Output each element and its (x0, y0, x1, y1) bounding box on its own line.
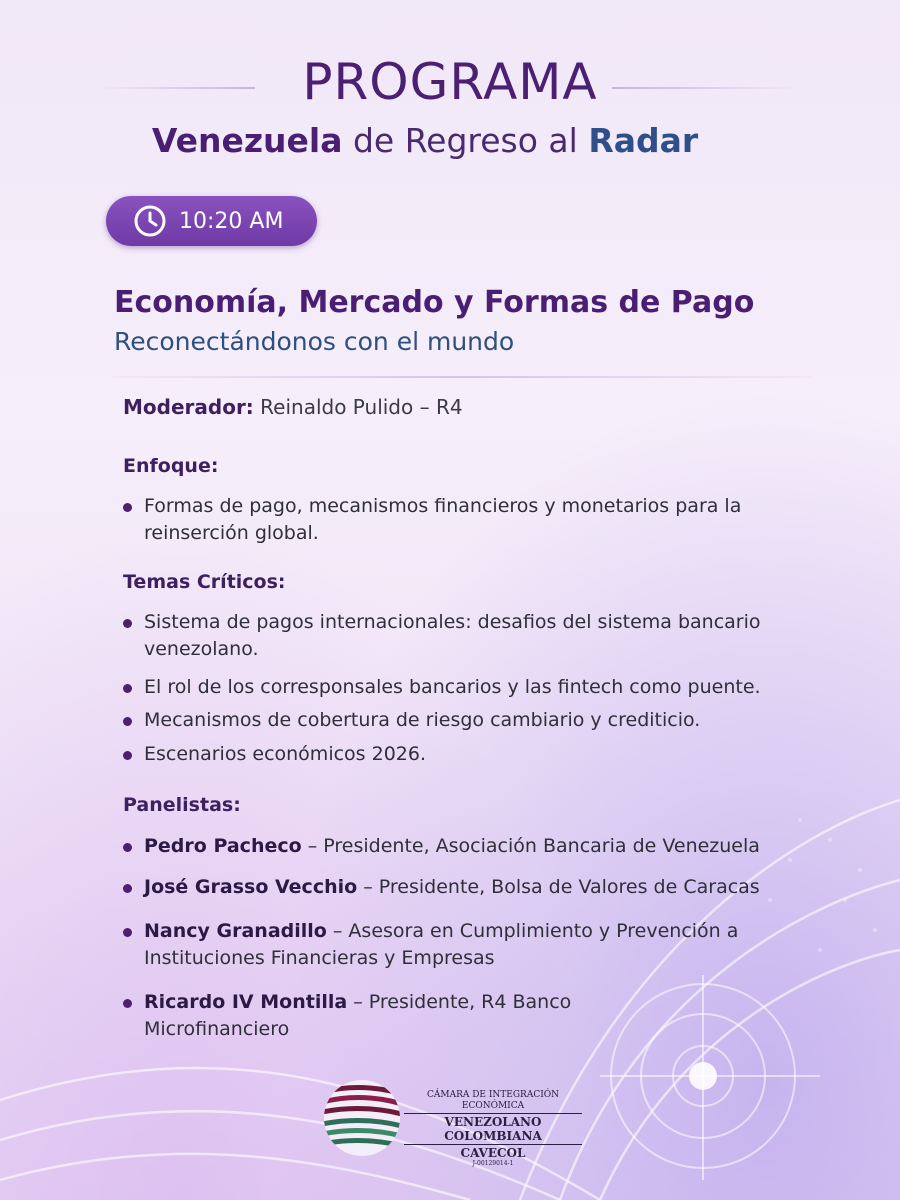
session-title: Economía, Mercado y Formas de Pago (114, 285, 755, 320)
logo-line-1: CÁMARA DE INTEGRACIÓN ECONÓMICA (426, 1090, 560, 1111)
panelist-item (123, 874, 823, 901)
logo-line-4: J-00129014-1 (472, 1160, 514, 1167)
focus-item (123, 493, 803, 547)
panelist-item (123, 989, 643, 1043)
focus-item-text: Formas de pago, mecanismos financieros y monetarios para la reinserción global. (144, 495, 742, 544)
moderator-line (123, 394, 463, 420)
bullet-icon (123, 717, 132, 726)
cavecol-logo (322, 1078, 582, 1167)
focus-heading: Enfoque: (123, 455, 219, 477)
panelist-role: – Presidente, Asociación Bancaria de Venezuela (301, 835, 760, 857)
logo-line-2: VENEZOLANO COLOMBIANA (444, 1115, 542, 1143)
subtitle-middle: de Regreso al (342, 121, 589, 160)
globe-icon (322, 1078, 402, 1158)
panelists-heading: Panelistas: (123, 794, 241, 816)
bullet-icon (123, 843, 132, 852)
critical-topic-item (123, 674, 843, 701)
session-subtitle: Reconectándonos con el mundo (114, 327, 515, 356)
clock-icon (133, 204, 167, 238)
section-divider (112, 376, 812, 378)
panelist-role: – Asesora en Cumplimiento y Prevención a Instituciones Financieras y Empresas (144, 920, 739, 969)
logo-rule (404, 1113, 582, 1114)
bullet-icon (123, 884, 132, 893)
panelist-name: Nancy Granadillo (144, 920, 327, 942)
event-subtitle (0, 120, 850, 162)
critical-topic-item (123, 707, 843, 734)
page-title: PROGRAMA (302, 53, 598, 111)
subtitle-country: Venezuela (151, 121, 343, 160)
session-time: 10:20 AM (179, 208, 284, 234)
bullet-icon (123, 928, 132, 937)
logo-text (404, 1090, 582, 1168)
panelist-name: Ricardo IV Montilla (144, 991, 348, 1013)
bullet-icon (123, 999, 132, 1008)
critical-topic-text: Escenarios económicos 2026. (144, 743, 426, 765)
moderator-name: Reinaldo Pulido – R4 (253, 395, 463, 419)
logo-line-3: CAVECOL (460, 1146, 526, 1160)
bullet-icon (123, 684, 132, 693)
time-badge (106, 196, 317, 246)
panelist-role: – Presidente, Bolsa de Valores de Caracas (357, 876, 760, 898)
bullet-icon (123, 751, 132, 760)
bullet-icon (123, 503, 132, 512)
subtitle-radar: Radar (588, 121, 699, 160)
moderator-label: Moderador: (123, 395, 254, 419)
bullet-icon (123, 619, 132, 628)
panelist-item (123, 918, 763, 972)
critical-topic-text: Sistema de pagos internacionales: desafios del sistema bancario venezolano. (144, 611, 761, 660)
critical-topic-text: Mecanismos de cobertura de riesgo cambiario y crediticio. (144, 709, 701, 731)
critical-topics-heading: Temas Críticos: (123, 571, 286, 593)
critical-topic-item (123, 741, 843, 768)
critical-topic-item (123, 609, 763, 663)
panelist-role: – Presidente, R4 Banco Microfinanciero (144, 991, 572, 1040)
panelist-item (123, 833, 823, 860)
critical-topic-text: El rol de los corresponsales bancarios y las fintech como puente. (144, 676, 761, 698)
panelist-name: Pedro Pacheco (144, 835, 302, 857)
logo-rule (404, 1144, 582, 1145)
panelist-name: José Grasso Vecchio (144, 876, 358, 898)
